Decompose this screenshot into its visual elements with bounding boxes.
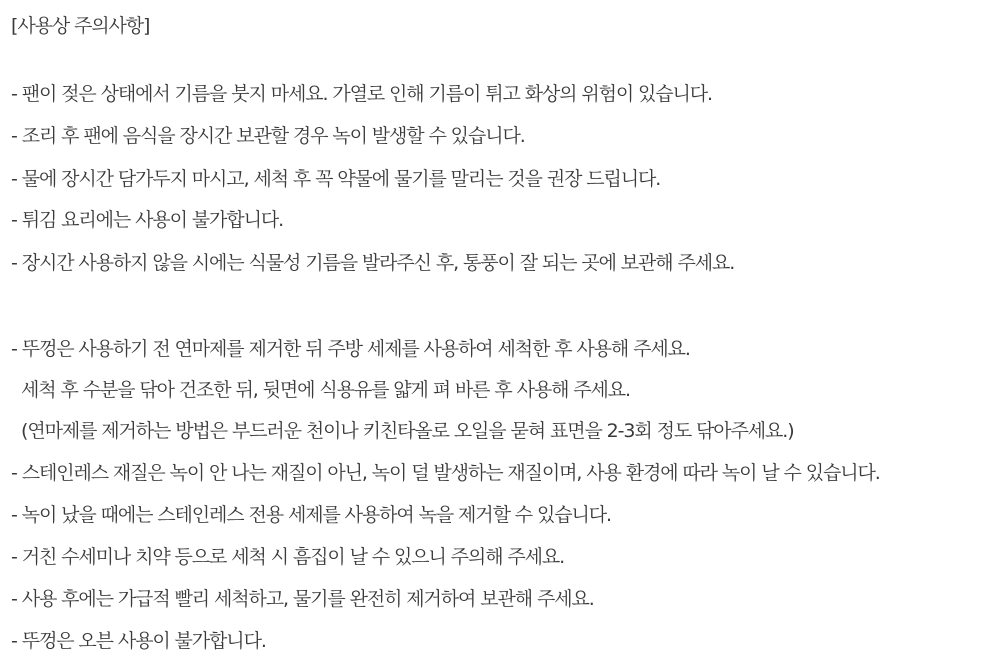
caution-item-continuation: 세척 후 수분을 닦아 건조한 뒤, 뒷면에 식용유를 얇게 펴 바른 후 사용해 주세요.	[21, 379, 630, 401]
caution-item: - 팬이 젖은 상태에서 기름을 붓지 마세요. 가열로 인해 기름이 튀고 화상의 위험이 있습니다.	[11, 83, 712, 105]
caution-document	[11, 0, 1000, 668]
caution-item-note: (연마제를 제거하는 방법은 부드러운 천이나 키친타올로 오일을 묻혀 표면을 2-3회 정도 닦아주세요.)	[21, 420, 794, 442]
caution-item: - 조리 후 팬에 음식을 장시간 보관할 경우 녹이 발생할 수 있습니다.	[11, 125, 525, 147]
caution-item: - 녹이 났을 때에는 스테인레스 전용 세제를 사용하여 녹을 제거할 수 있습니다.	[11, 504, 611, 526]
caution-item: - 스테인레스 재질은 녹이 안 나는 재질이 아닌, 녹이 덜 발생하는 재질이며, 사용 환경에 따라 녹이 날 수 있습니다.	[11, 462, 880, 484]
caution-item: - 뚜껑은 오븐 사용이 불가합니다.	[11, 630, 266, 652]
caution-item: - 사용 후에는 가급적 빨리 세척하고, 물기를 완전히 제거하여 보관해 주세요.	[11, 588, 594, 610]
caution-item: - 뚜껑은 사용하기 전 연마제를 제거한 뒤 주방 세제를 사용하여 세척한 후 사용해 주세요.	[11, 338, 690, 360]
caution-item: - 물에 장시간 담가두지 마시고, 세척 후 꼭 약물에 물기를 말리는 것을 권장 드립니다.	[11, 168, 661, 190]
page-title: [사용상 주의사항]	[11, 15, 150, 37]
caution-item: - 거친 수세미나 치약 등으로 세척 시 흠집이 날 수 있으니 주의해 주세요.	[11, 546, 565, 568]
caution-item: - 튀김 요리에는 사용이 불가합니다.	[11, 209, 284, 231]
caution-item: - 장시간 사용하지 않을 시에는 식물성 기름을 발라주신 후, 통풍이 잘 되는 곳에 보관해 주세요.	[11, 252, 735, 274]
